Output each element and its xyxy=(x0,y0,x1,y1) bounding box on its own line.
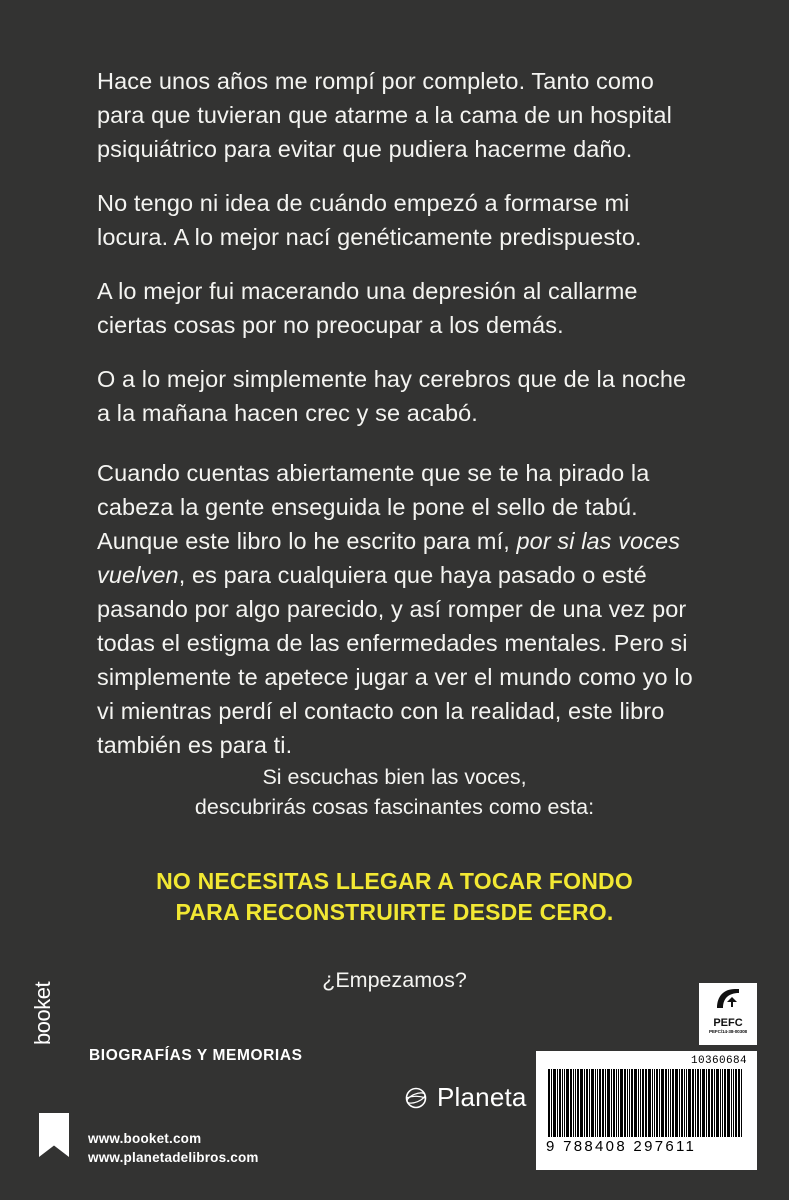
booket-url: www.booket.com xyxy=(88,1131,202,1146)
paragraph-5-before-italic: Cuando cuentas abiertamente que se te ha pirado la cabeza la gente enseguida le pone el sello de tabú. Aunque este libro lo he escrito para mí, xyxy=(97,460,650,554)
isbn-digits: 9 788408 297611 xyxy=(546,1138,697,1155)
teaser-line-1: Si escuchas bien las voces, xyxy=(262,765,527,789)
planeta-wordmark: Planeta xyxy=(437,1082,527,1112)
book-title-italic: por si las voces vuelven xyxy=(97,528,681,588)
pefc-certification-stamp xyxy=(699,983,757,1045)
planeta-globe-icon xyxy=(403,1085,429,1111)
paragraph-5-after-italic: , es para cualquiera que haya pasado o esté pasando por algo parecido, y así romper de una vez por todas el estigma de las enfermedades mentales. Pero si simplemente te apetece jugar a ver el mundo como yo lo vi mientras perdí el contacto con la realidad, este libro también es para ti. xyxy=(97,562,693,758)
barcode-bars xyxy=(548,1069,747,1137)
highlight-line-1: NO NECESITAS LLEGAR A TOCAR FONDO xyxy=(156,868,633,894)
paragraph-2: No tengo ni idea de cuándo empezó a formarse mi locura. A lo mejor nací genéticamente predispuesto. xyxy=(97,190,642,250)
genre-label: BIOGRAFÍAS Y MEMORIAS xyxy=(89,1047,303,1064)
barcode-top-number: 10360684 xyxy=(690,1055,747,1067)
teaser-line-2: descubrirás cosas fascinantes como esta: xyxy=(194,795,595,819)
booket-wordmark: booket xyxy=(30,981,55,1045)
paragraph-1: Hace unos años me rompí por completo. Tanto como para que tuvieran que atarme a la cama de un hospital psiquiátrico para evitar que pudiera hacerme daño. xyxy=(97,68,672,162)
publisher-urls xyxy=(88,1129,259,1167)
back-cover-text xyxy=(97,64,697,782)
planetadelibros-url: www.planetadelibros.com xyxy=(88,1150,259,1165)
barcode-block xyxy=(536,1051,757,1170)
planeta-logo xyxy=(403,1082,527,1113)
paragraph-4: O a lo mejor simplemente hay cerebros que de la noche a la mañana hacen crec y se acabó. xyxy=(97,366,687,426)
teaser-block xyxy=(0,762,789,993)
highlight-line-2: PARA RECONSTRUIRTE DESDE CERO. xyxy=(175,899,614,925)
paragraph-5 xyxy=(97,456,697,762)
booket-logo xyxy=(30,981,82,1163)
pefc-tree-icon xyxy=(713,986,743,1017)
pefc-code: PEFC/14-38-00308 xyxy=(709,1029,747,1034)
paragraph-3: A lo mejor fui macerando una depresión al callarme ciertas cosas por no preocupar a los demás. xyxy=(97,278,638,338)
pefc-label: PEFC xyxy=(713,1017,743,1029)
booket-bookmark-icon xyxy=(39,1113,69,1157)
teaser-question: ¿Empezamos? xyxy=(322,968,467,992)
